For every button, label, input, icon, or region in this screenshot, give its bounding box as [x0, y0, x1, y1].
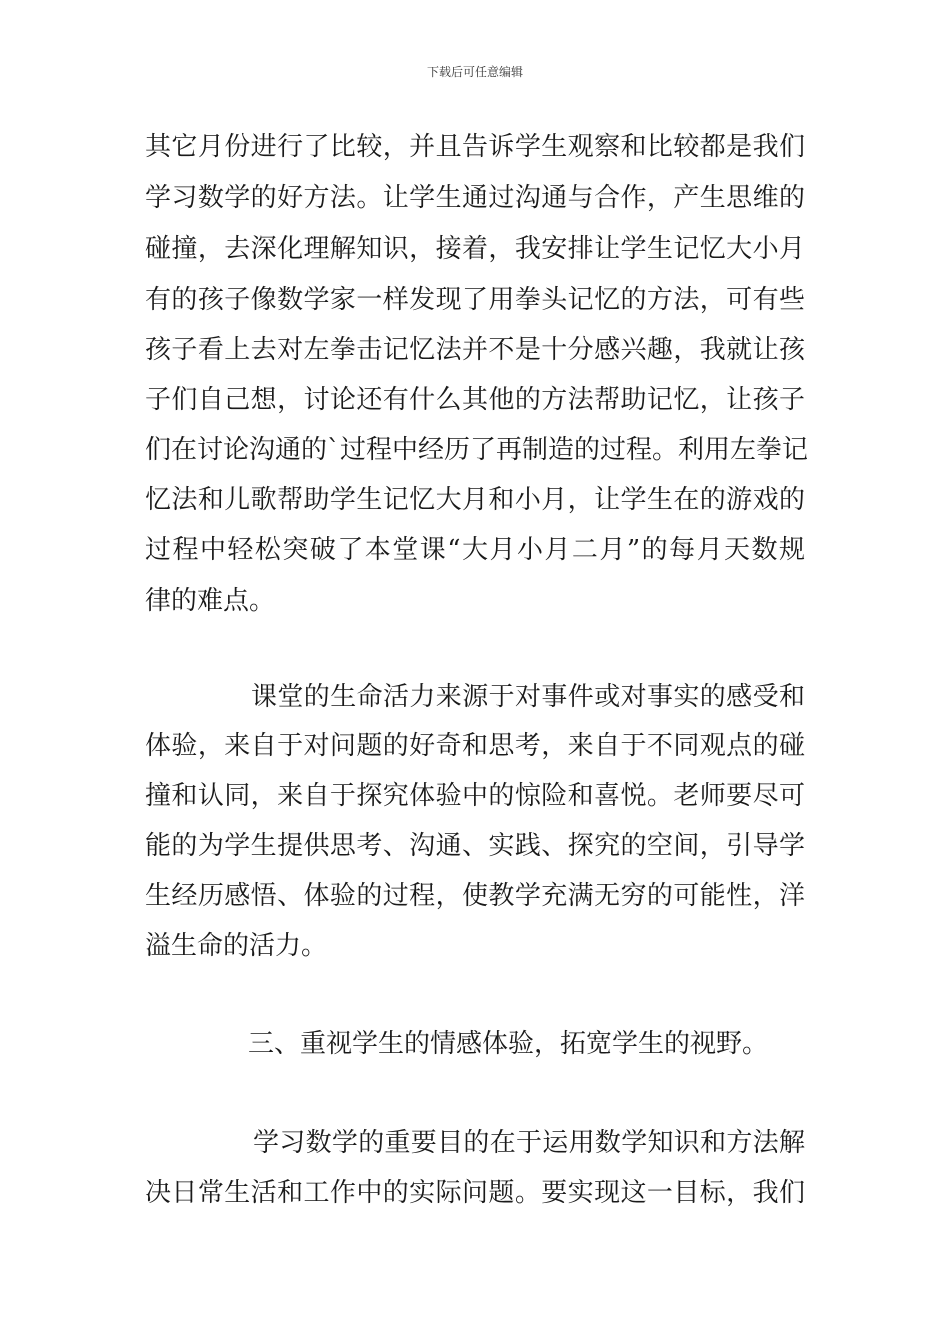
paragraph-line: 决日常生活和工作中的实际问题。要实现这一目标，我们	[145, 1178, 805, 1208]
paragraph-line: 溢生命的活力。	[145, 931, 328, 961]
paragraph-line: 碰撞，去深化理解知识，接着，我安排让学生记忆大小月	[145, 234, 805, 264]
paragraph-line: 律的难点。	[145, 586, 276, 616]
paragraph-line: 有的孩子像数学家一样发现了用拳头记忆的方法，可有些	[145, 285, 805, 315]
paragraph-line: 学习数学的好方法。让学生通过沟通与合作，产生思维的	[145, 183, 805, 213]
paragraph-line: 忆法和儿歌帮助学生记忆大月和小月，让学生在的游戏的	[145, 485, 805, 515]
paragraph-line: 们在讨论沟通的`过程中经历了再制造的过程。利用左拳记	[145, 435, 809, 465]
paragraph-line: 其它月份进行了比较，并且告诉学生观察和比较都是我们	[145, 132, 805, 162]
paragraph-first-line: 学习数学的重要目的在于运用数学知识和方法解	[253, 1128, 805, 1158]
paragraph-first-line: 课堂的生命活力来源于对事件或对事实的感受和	[251, 682, 805, 712]
page-header: 下载后可任意编辑	[426, 65, 523, 79]
paragraph-line: 能的为学生提供思考、沟通、实践、探究的空间，引导学	[145, 831, 805, 861]
paragraph-line: 过程中轻松突破了本堂课“大月小月二月”的每月天数规	[145, 535, 805, 565]
paragraph-line: 生经历感悟、体验的过程，使教学充满无穷的可能性，洋	[145, 881, 805, 911]
paragraph-line: 孩子看上去对左拳击记忆法并不是十分感兴趣，我就让孩	[145, 335, 805, 365]
paragraph-line: 子们自己想，讨论还有什么其他的方法帮助记忆，让孩子	[145, 385, 805, 415]
section-heading: 三、重视学生的情感体验，拓宽学生的视野。	[248, 1029, 769, 1059]
paragraph-line: 撞和认同，来自于探究体验中的惊险和喜悦。老师要尽可	[145, 781, 805, 811]
paragraph-line: 体验，来自于对问题的好奇和思考，来自于不同观点的碰	[145, 731, 805, 761]
